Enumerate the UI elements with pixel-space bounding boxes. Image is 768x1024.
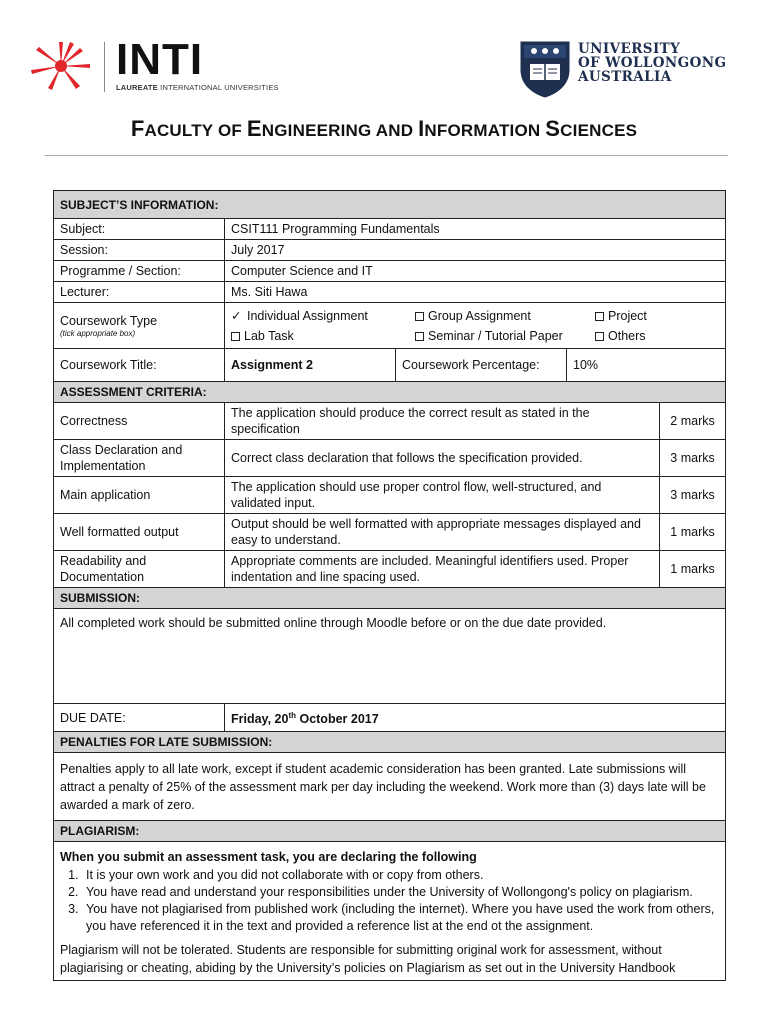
plagiarism-lead: When you submit an assessment task, you are declaring the following	[60, 850, 477, 864]
penalties-row	[54, 753, 726, 821]
lecturer-row: Lecturer: Ms. Siti Hawa	[54, 282, 726, 303]
option-group-assignment[interactable]: Group Assignment	[415, 308, 595, 324]
coursework-type-label: Coursework Type	[60, 313, 158, 328]
submission-row: All completed work should be submitted online through Moodle before or on the due date provided.	[54, 609, 726, 704]
checkbox-icon	[415, 312, 424, 321]
option-individual-assignment[interactable]: ✓ Individual Assignment	[231, 308, 368, 323]
criteria-row: Class Declaration and Implementation Correct class declaration that follows the specification provided. 3 marks	[54, 440, 726, 477]
plagiarism-closing: Plagiarism will not be tolerated. Students are responsible for submitting original work for assessment, without plagiarising or cheating, abiding by the University’s policies on Plagiarism as set out in the University Handbook	[60, 943, 676, 975]
plagiarism-item: 1. It is your own work and you did not collaborate with or copy from others.	[82, 867, 719, 884]
title-rule	[45, 155, 728, 156]
assignment-form-table	[53, 190, 726, 981]
checkbox-icon	[415, 332, 424, 341]
uow-crest-icon	[519, 40, 571, 98]
criteria-row: Readability and Documentation Appropriate comments are included. Meaningful identifiers used. Proper indentation and line spacing used. 1 marks	[54, 551, 726, 588]
checkmark-icon: ✓	[231, 308, 242, 323]
option-seminar-tutorial[interactable]: Seminar / Tutorial Paper	[415, 328, 595, 344]
programme-row: Programme / Section: Computer Science and IT	[54, 261, 726, 282]
section-header-assessment: ASSESSMENT CRITERIA:	[54, 382, 726, 403]
uow-name: UNIVERSITY OF WOLLONGONG AUSTRALIA	[578, 41, 727, 85]
plagiarism-item: 3. You have not plagiarised from published work (including the internet). Where you have used the work from others, you have referenced it in the text and provided a reference list at the end ot the assignment.	[82, 901, 719, 935]
coursework-type-row	[54, 303, 726, 349]
inti-tagline: LAUREATE INTERNATIONAL UNIVERSITIES	[116, 83, 279, 92]
plagiarism-list	[82, 867, 719, 935]
faculty-title: FACULTY OF ENGINEERING AND INFORMATION SCIENCES	[130, 116, 638, 141]
penalties-text: Penalties apply to all late work, except if student academic consideration has been granted. Late submissions will attract a penalty of 25% of the assessment mark per day including the weekend. Work more than (3) days late will be awarded a mark of zero.	[60, 761, 706, 812]
coursework-type-note: (tick appropriate box)	[60, 328, 136, 338]
plagiarism-row	[54, 842, 726, 981]
checkbox-icon	[595, 332, 604, 341]
header-divider	[104, 42, 105, 92]
criteria-row: Well formatted output Output should be well formatted with appropriate messages displayed and easy to understand. 1 marks	[54, 514, 726, 551]
inti-wordmark: INTI	[116, 35, 204, 84]
coursework-title-row: Coursework Title: Assignment 2 Coursework Percentage: 10%	[54, 349, 726, 382]
criteria-row: Correctness The application should produce the correct result as stated in the specification 2 marks	[54, 403, 726, 440]
due-date-value: Friday, 20th October 2017	[225, 704, 726, 732]
option-project[interactable]: Project	[595, 308, 719, 324]
due-date-row: DUE DATE: Friday, 20th October 2017	[54, 704, 726, 732]
coursework-type-options	[231, 308, 719, 344]
session-row: Session: July 2017	[54, 240, 726, 261]
checkbox-icon	[231, 332, 240, 341]
section-header-submission: SUBMISSION:	[54, 588, 726, 609]
option-lab-task[interactable]: Lab Task	[231, 328, 415, 344]
option-others[interactable]: Others	[595, 328, 719, 344]
section-header-penalties: PENALTIES FOR LATE SUBMISSION:	[54, 732, 726, 753]
document-header	[0, 0, 768, 110]
section-header-plagiarism: PLAGIARISM:	[54, 821, 726, 842]
section-header-subject: SUBJECT’S INFORMATION:	[54, 191, 726, 219]
inti-star-logo-icon	[30, 40, 92, 92]
subject-row: Subject: CSIT111 Programming Fundamentals	[54, 219, 726, 240]
plagiarism-item: 2. You have read and understand your responsibilities under the University of Wollongong's policy on plagiarism.	[82, 884, 719, 901]
criteria-row: Main application The application should use proper control flow, well-structured, and validated input. 3 marks	[54, 477, 726, 514]
checkbox-icon	[595, 312, 604, 321]
